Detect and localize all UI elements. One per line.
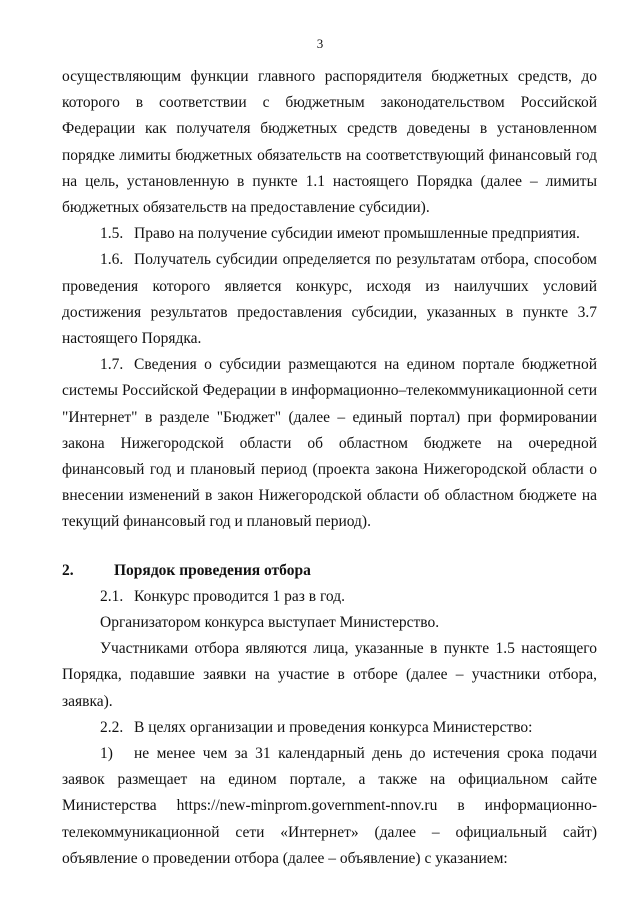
paragraph-text: Сведения о субсидии размещаются на едином портале бюджетной системы Российской Федерации в информационно–телекоммуникационной сети "Интернет" в разделе "Бюджет" (далее – единый портал) при формировании закона Нижегородской области об областном бюджете на очередной финансовый год и плановый период (проекта закона Нижегородской области о внесении изменений в закон Нижегородской области об областном бюджете на текущий финансовый год и плановый период). bbox=[62, 356, 597, 531]
list-item-text: не менее чем за 31 календарный день до истечения срока подачи заявок размещает на едином портале, а также на официальном сайте Министерства https://new-minprom.government-nnov.ru в информационно-телекоммуникационной сети «Интернет» (далее – официальный сайт) объявление о проведении отбора (далее – объявление) с указанием: bbox=[62, 745, 597, 867]
paragraph-1-5 bbox=[62, 221, 597, 247]
paragraph-participants: Участниками отбора являются лица, указанные в пункте 1.5 настоящего Порядка, подавшие заявки на участие в отборе (далее – участники отбора, заявка). bbox=[62, 640, 597, 710]
paragraph-1-6 bbox=[62, 247, 597, 352]
paragraph-1-7 bbox=[62, 352, 597, 535]
list-item-1 bbox=[62, 741, 597, 872]
paragraph-number: 2.2. bbox=[100, 718, 124, 736]
paragraph-text: Получатель субсидии определяется по результатам отбора, способом проведения которого является конкурс, исходя из наилучших условий достижения результатов предоставления субсидии, указанных в пункте 3.7 настоящего Порядка. bbox=[62, 251, 597, 348]
paragraph-number: 1.7. bbox=[100, 356, 124, 374]
section-number: 2. bbox=[62, 561, 74, 579]
paragraph-organizer: Организатором конкурса выступает Министерство. bbox=[100, 614, 440, 632]
section-heading bbox=[62, 536, 597, 584]
paragraph-number: 1.5. bbox=[100, 225, 124, 243]
paragraph-text: Право на получение субсидии имеют промышленные предприятия. bbox=[134, 225, 580, 243]
paragraph-text: Конкурс проводится 1 раз в год. bbox=[134, 587, 345, 605]
list-item-number: 1) bbox=[100, 745, 113, 763]
paragraph-number: 2.1. bbox=[100, 587, 124, 605]
section-title: Порядок проведения отбора bbox=[114, 561, 311, 579]
paragraph-number: 1.6. bbox=[100, 251, 124, 269]
paragraph-continuation: осуществляющим функции главного распорядителя бюджетных средств, до которого в соответствии с бюджетным законодательством Российской Федерации как получателя бюджетных средств доведены в установленном порядке лимиты бюджетных обязательств на соответствующий финансовый год на цель, установленную в пункте 1.1 настоящего Порядка (далее – лимиты бюджетных обязательств на предоставление субсидии). bbox=[62, 68, 597, 217]
document-body bbox=[62, 64, 597, 872]
paragraph-text: В целях организации и проведения конкурса Министерство: bbox=[134, 718, 533, 736]
paragraph-2-2 bbox=[62, 715, 597, 741]
paragraph-2-1 bbox=[62, 584, 597, 610]
page-number: 3 bbox=[316, 36, 324, 51]
